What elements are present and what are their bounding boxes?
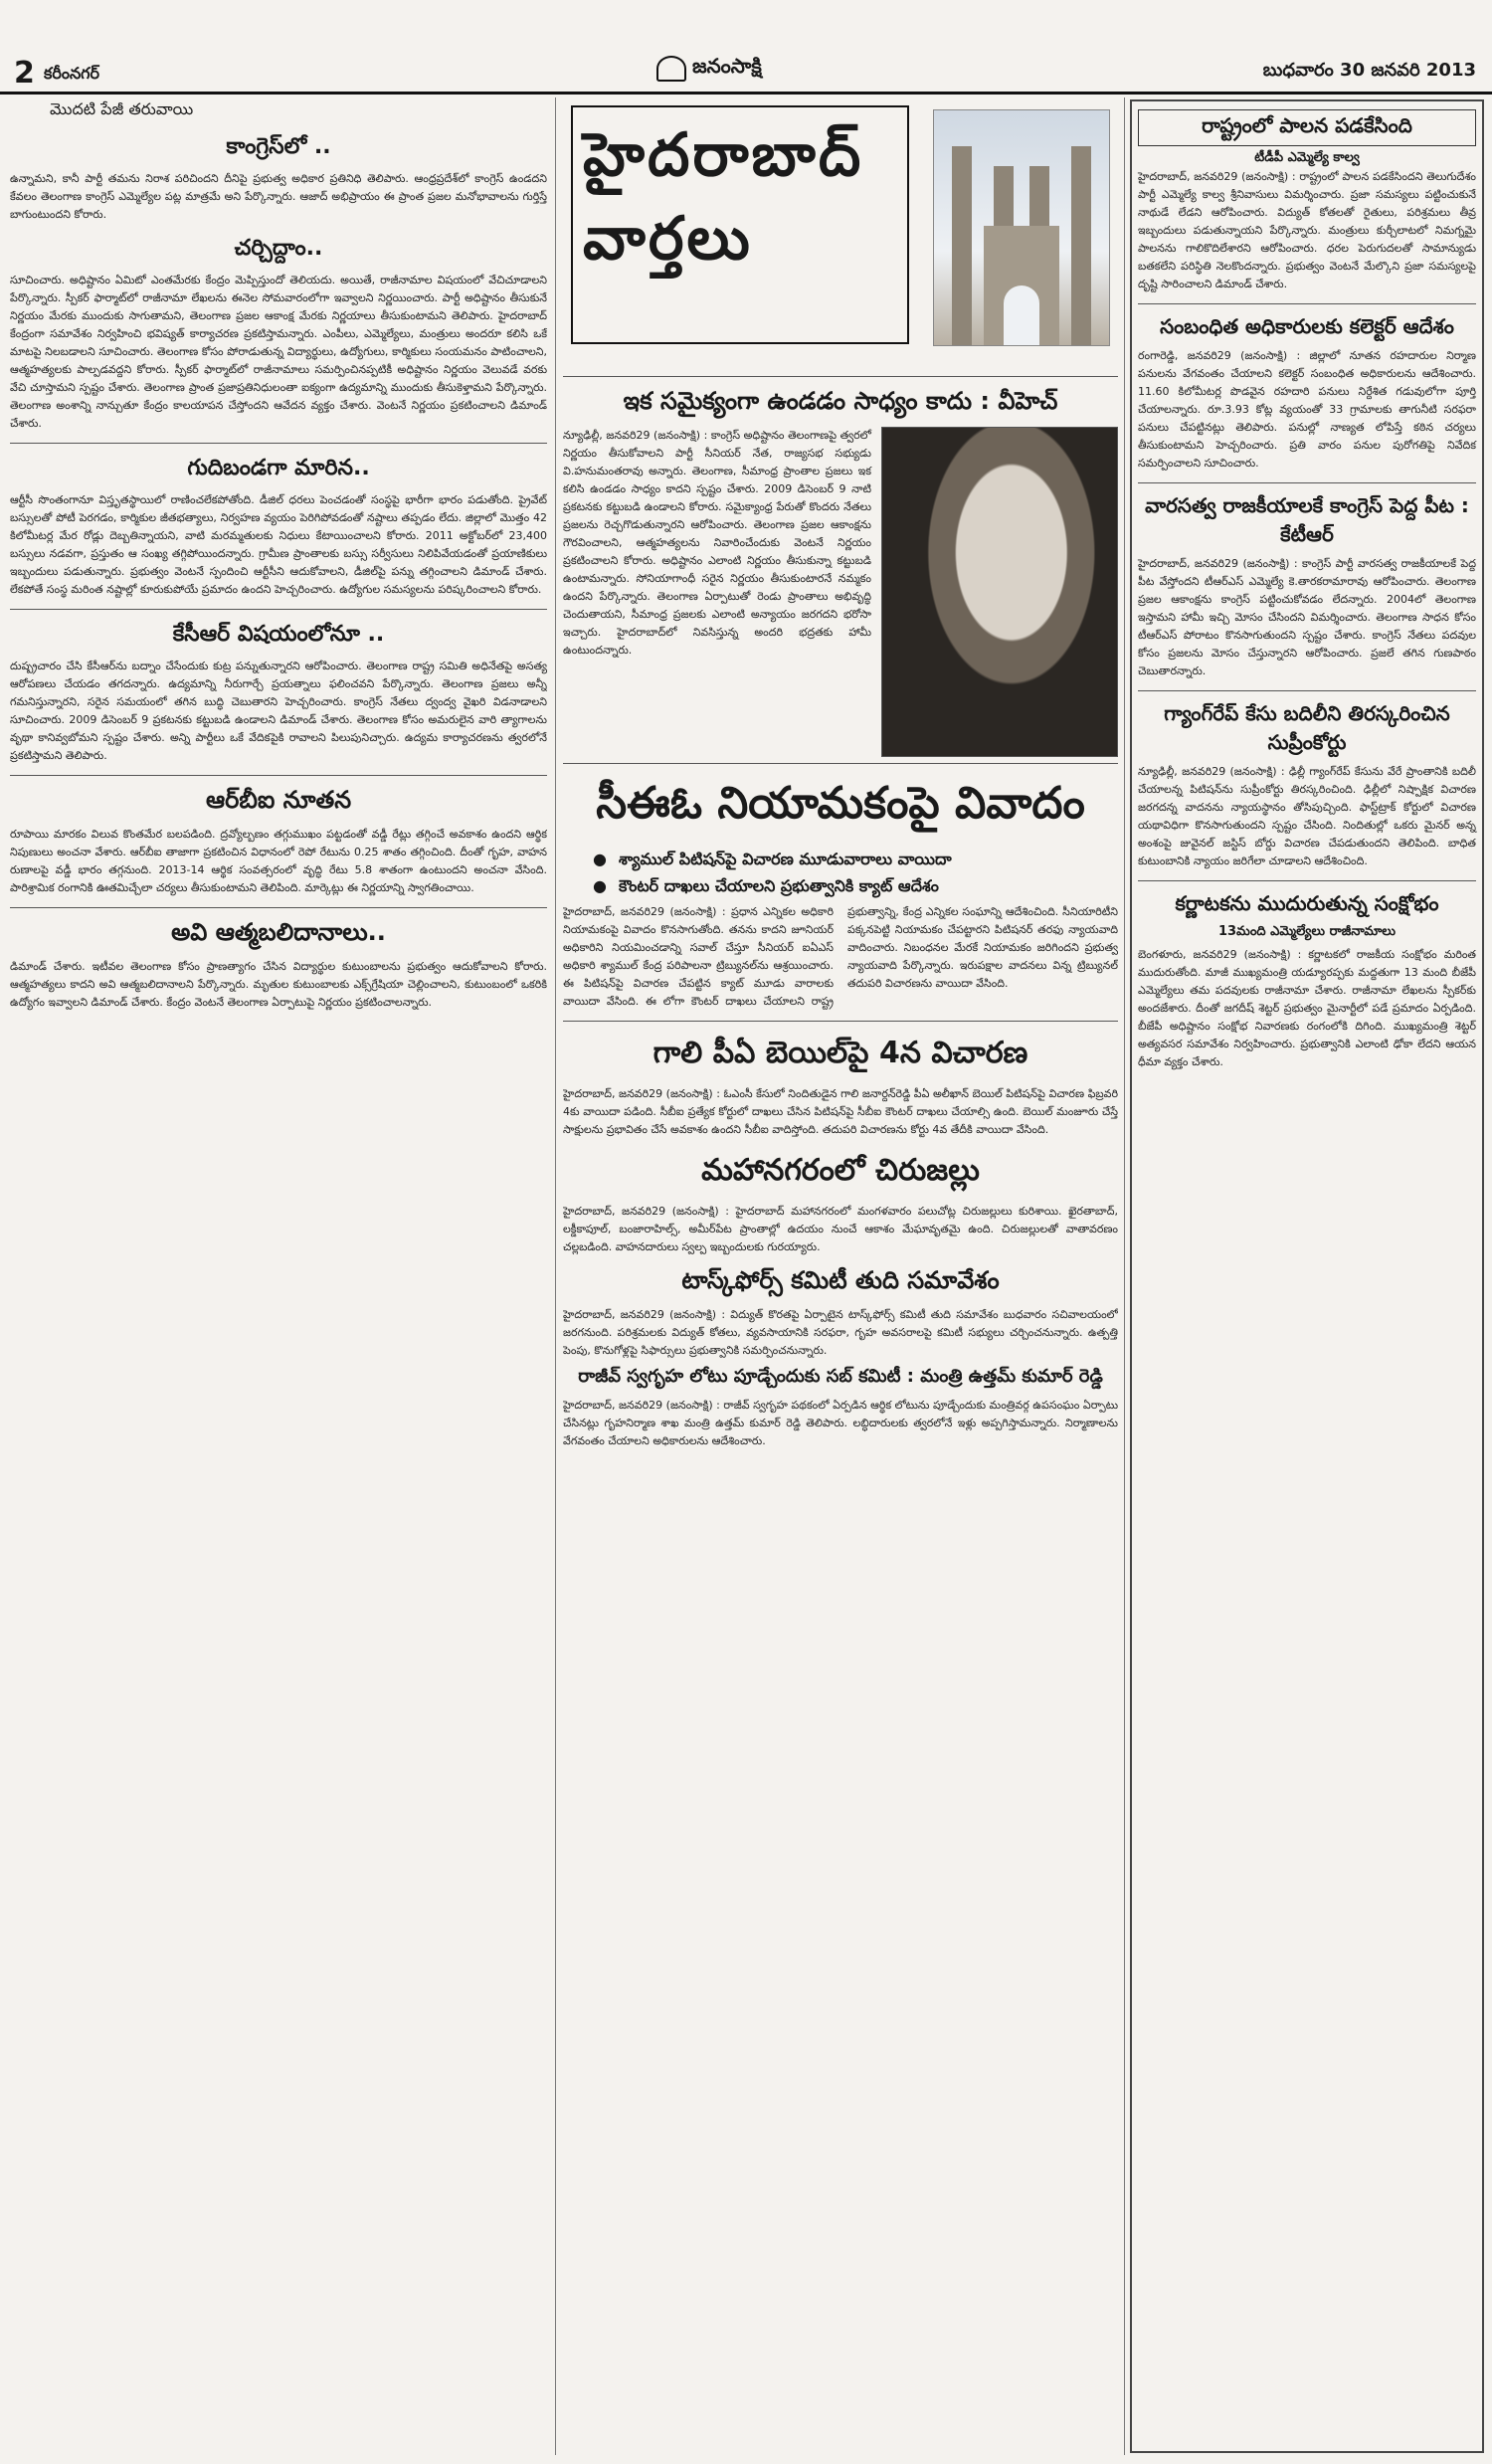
article-headline: గాలి పీఏ బెయిల్‌పై 4న విచారణ <box>653 1036 1028 1070</box>
article-headline: సీఈఓ నియామకంపై వివాదం <box>596 778 1085 829</box>
section-name: కరీంనగర్ <box>44 64 100 83</box>
divider <box>1138 303 1476 304</box>
article-headline: రాష్ట్రంలో పాలన పడకేసింది <box>1138 109 1476 146</box>
article <box>10 236 547 433</box>
divider <box>10 907 547 908</box>
left-column <box>10 97 547 2455</box>
article <box>1138 701 1476 870</box>
article-subhead: 13మంది ఎమ్మెల్యేలు రాజీనామాలు <box>1217 924 1397 939</box>
article <box>10 456 547 599</box>
divider <box>10 609 547 610</box>
article <box>1138 109 1476 293</box>
article-bullet: ● శ్యాముల్ పిటిషన్‌పై విచారణ మూడువారాలు వాయిదా <box>593 850 1118 872</box>
vh-portrait-photo <box>881 427 1118 757</box>
article <box>1138 493 1476 680</box>
article-headline: టాస్క్‌ఫోర్స్ కమిటీ తుది సమావేశం <box>681 1266 1000 1294</box>
article-body: రంగారెడ్డి, జనవరి29 (జనంసాక్షి) : జిల్లాలో నూతన రహదారుల నిర్మాణ పనులను వేగవంతం చేయాలని కలెక్టర్ సంబంధిత అధికారులను ఆదేశించారు. 11.60 కిలోమీటర్ల పొడవైన రహదారి పనులు నిర్దేశిత గడువులోగా పూర్తి చేయాలన్నారు. రూ.3.93 కోట్ల వ్యయంతో 33 గ్రామాలకు తాగునీటి సరఫరా పనులు చేపట్టినట్లు తెలిపారు. పనుల్లో నాణ్యత లోపిస్తే కఠిన చర్యలు తీసుకుంటామని హెచ్చరించారు. ప్రతి వారం పనుల పురోగతిపై నివేదిక సమర్పించాలని సూచించారు. <box>1138 349 1476 470</box>
article-headline: కేసీఆర్ విషయంలోనూ .. <box>172 622 385 647</box>
column-divider <box>555 97 556 2455</box>
arch <box>984 226 1059 345</box>
divider <box>563 1021 1118 1022</box>
article-headline: కర్ణాటకను ముదురుతున్న సంక్షోభం <box>1175 891 1439 915</box>
article-body: ఉన్నామని, కానీ పార్టీ తమను నిరాశ పరిచిందని దీనిపై ప్రభుత్వ అధికార ప్రతినిధి తెలిపారు. ఆంధ్రప్రదేశ్‌లో కాంగ్రెస్ ఉండదని కేవలం తెలంగాణ కాంగ్రెస్ ఎమ్మెల్యేల పట్ల మాత్రమే అని పేర్కొన్నారు. ఆజాద్ అభిప్రాయం ఈ ప్రాంత ప్రజల మనోభావాలను గుర్తిస్తే బాగుంటుందని కోరారు. <box>10 172 547 221</box>
divider <box>1138 690 1476 691</box>
article-headline: మహానగరంలో చిరుజల్లు <box>701 1153 980 1188</box>
right-column <box>1130 99 1484 2453</box>
article-headline: సంబంధిత అధికారులకు కలెక్టర్ ఆదేశం <box>1160 314 1454 338</box>
article-body: హైదరాబాద్, జనవరి29 (జనంసాక్షి) : రాజీవ్ స్వగృహ పథకంలో ఏర్పడిన ఆర్థిక లోటును పూడ్చేందుకు మంత్రివర్గ ఉపసంఘం ఏర్పాటు చేసినట్లు గృహనిర్మాణ శాఖ మంత్రి ఉత్తమ్ కుమార్ రెడ్డి తెలిపారు. లబ్ధిదారులకు త్వరలోనే ఇళ్లు అప్పగిస్తామన్నారు. నిర్మాణాలను వేగవంతం చేయాలని అధికారులను ఆదేశించారు. <box>563 1399 1118 1447</box>
article-headline: కాంగ్రెస్‌లో .. <box>226 134 331 159</box>
article <box>1138 314 1476 473</box>
article-subhead: టీడీపీ ఎమ్మెల్యే కాల్వ <box>1254 150 1360 165</box>
article-body: న్యూఢిల్లీ, జనవరి29 (జనంసాక్షి) : కాంగ్రెస్ అధిష్టానం తెలంగాణపై త్వరలో నిర్ణయం తీసుకోవాలని పార్టీ సీనియర్ నేత, రాజ్యసభ సభ్యుడు వి.హనుమంతరావు అన్నారు. తెలంగాణ, సీమాంధ్ర ప్రాంతాల ప్రజలు ఇక కలిసి ఉండడం సాధ్యం కాదని స్పష్టం చేశారు. 2009 డిసెంబర్ 9 నాటి ప్రకటనకు కట్టుబడి ఉండాలని కోరారు. సమైక్యాంధ్ర పేరుతో కొందరు నేతలు ప్రజలను రెచ్చగొడుతున్నారని ఆరోపించారు. తెలంగాణ ప్రజల ఆకాంక్షను గౌరవించాలని, ఆత్మహత్యలను నివారించేందుకు వెంటనే నిర్ణయం ప్రకటించాలని కోరారు. అధిష్టానం ఎలాంటి నిర్ణయం తీసుకున్నా కట్టుబడి ఉంటామన్నారు. సోనియాగాంధీ సరైన నిర్ణయం తీసుకుంటారనే నమ్మకం ఉందని పేర్కొన్నారు. తెలంగాణ ఏర్పాటుతో రెండు ప్రాంతాలు అభివృద్ధి చెందుతాయని, సీమాంధ్ర ప్రజలకు ఎలాంటి అన్యాయం జరగదని భరోసా ఇచ్చారు. హైదరాబాద్‌లో నివసిస్తున్న అందరి భద్రతకు హామీ ఉంటుందన్నారు. <box>563 429 871 657</box>
middle-column <box>563 97 1118 2455</box>
article-body: హైదరాబాద్, జనవరి29 (జనంసాక్షి) : కాంగ్రెస్ పార్టీ వారసత్వ రాజకీయాలకే పెద్ద పీట వేస్తోందని టీఆర్‌ఎస్ ఎమ్మెల్యే కె.తారకరామారావు ఆరోపించారు. తెలంగాణ ప్రజల ఆకాంక్షను కాంగ్రెస్ పట్టించుకోవడం లేదన్నారు. 2004లో తెలంగాణ ఇస్తామని హామీ ఇచ్చి మోసం చేసిందని విమర్శించారు. తెలంగాణ సాధన కోసం టీఆర్‌ఎస్ పోరాటం కొనసాగుతుందని స్పష్టం చేశారు. కాంగ్రెస్ నేతలు పదవుల కోసం ప్రజలను మోసం చేస్తున్నారని ఆరోపించారు. ప్రజలే తగిన గుణపాఠం చెబుతారన్నారు. <box>1138 557 1476 677</box>
divider <box>1138 880 1476 881</box>
section-banner <box>563 97 1118 377</box>
article-body: హైదరాబాద్, జనవరి29 (జనంసాక్షి) : విద్యుత్ కొరతపై ఏర్పాటైన టాస్క్‌ఫోర్స్ కమిటీ తుది సమావేశం బుధవారం సచివాలయంలో జరగనుంది. పరిశ్రమలకు విద్యుత్ కోతలు, వ్యవసాయానికి సరఫరా, గృహ అవసరాలపై కమిటీ సభ్యులు చర్చించనున్నారు. ఉత్పత్తి పెంపు, కొనుగోళ్లపై సిఫార్సులు ప్రభుత్వానికి సమర్పించనున్నారు. <box>563 1308 1118 1357</box>
article <box>10 134 547 224</box>
article <box>10 622 547 765</box>
article <box>1138 891 1476 1071</box>
charminar-photo <box>933 109 1110 346</box>
divider <box>563 763 1118 764</box>
divider <box>10 443 547 444</box>
logo-icon <box>656 56 686 82</box>
article-body: రూపాయి మారకం విలువ కొంతమేర బలపడింది. ద్రవ్యోల్బణం తగ్గుముఖం పట్టడంతో వడ్డీ రేట్లు తగ్గించే అవకాశం ఉందని ఆర్థిక నిపుణులు అంచనా వేశారు. ఆర్‌బీఐ తాజాగా ప్రకటించిన విధానంలో రెపో రేటును 0.25 శాతం తగ్గించింది. దీంతో గృహ, వాహన రుణాలపై వడ్డీ భారం తగ్గనుంది. 2013-14 ఆర్థిక సంవత్సరంలో వృద్ధి రేటు 5.8 శాతంగా ఉంటుందని అంచనా వేసింది. పారిశ్రామిక రంగానికి ఊతమిచ్చేలా చర్యలు తీసుకుంటామని తెలిపింది. మార్కెట్లు ఈ నిర్ణయాన్ని స్వాగతించాయి. <box>10 828 547 894</box>
article <box>10 786 547 897</box>
article-body: బెంగళూరు, జనవరి29 (జనంసాక్షి) : కర్ణాటకలో రాజకీయ సంక్షోభం మరింత ముదురుతోంది. మాజీ ముఖ్యమంత్రి యడ్యూరప్పకు మద్దతుగా 13 మంది బీజేపీ ఎమ్మెల్యేలు తమ పదవులకు రాజీనామా చేశారు. రాజీనామా లేఖలను స్పీకర్‌కు అందజేశారు. దీంతో జగదీష్ శెట్టర్ ప్రభుత్వం మైనార్టీలో పడే ప్రమాదం ఏర్పడింది. బీజేపీ అధిష్టానం సంక్షోభ నివారణకు రంగంలోకి దిగింది. ముఖ్యమంత్రి శెట్టర్ అత్యవసర సమావేశం నిర్వహించారు. ప్రభుత్వానికి ఎలాంటి ఢోకా లేదని ఆయన ధీమా వ్యక్తం చేశారు. <box>1138 948 1476 1068</box>
logo-text: జనంసాక్షి <box>692 54 762 78</box>
article-body: హైదరాబాద్, జనవరి29 (జనంసాక్షి) : హైదరాబాద్ మహానగరంలో మంగళవారం పలుచోట్ల చిరుజల్లులు కురిశాయి. ఖైరతాబాద్, లక్డీకాపూల్, బంజారాహిల్స్, అమీర్‌పేట ప్రాంతాల్లో ఉదయం నుంచే ఆకాశం మేఘావృతమై ఉంది. చిరుజల్లులతో వాతావరణం చల్లబడింది. వాహనదారులు స్వల్ప ఇబ్బందులకు గురయ్యారు. <box>563 1205 1118 1253</box>
masthead <box>0 0 1492 95</box>
article-headline: గుదిబండగా మారిన.. <box>187 456 370 480</box>
article <box>563 1366 1118 1450</box>
article-headline: వారసత్వ రాజకీయాలకే కాంగ్రెస్ పెద్ద పీట : కేటీఆర్ <box>1145 493 1469 546</box>
lead-article <box>563 387 1118 660</box>
article-body: న్యూఢిల్లీ, జనవరి29 (జనంసాక్షి) : ఢిల్లీ గ్యాంగ్‌రేప్ కేసును వేరే ప్రాంతానికి బదిలీ చేయాలన్న పిటిషన్‌ను సుప్రీంకోర్టు తిరస్కరించింది. ఢిల్లీలో నిష్పాక్షిక విచారణ జరగదన్న వాదనను న్యాయస్థానం తోసిపుచ్చింది. ఫాస్ట్‌ట్రాక్ కోర్టులో విచారణ యథావిధిగా కొనసాగుతుందని స్పష్టం చేసింది. నిందితుల్లో ఒకరు మైనర్ అన్న అంశంపై జువైనల్ జస్టిస్ బోర్డు విచారణ చేపడుతుందని తెలిపింది. బాధిత కుటుంబానికి న్యాయం జరిగేలా చూడాలని ఆదేశించింది. <box>1138 765 1476 867</box>
divider <box>10 775 547 776</box>
article-headline: రాజీవ్ స్వగృహ లోటు పూడ్చేందుకు సబ్ కమిటీ : మంత్రి ఉత్తమ్ కుమార్ రెడ్డి <box>578 1366 1103 1387</box>
article-headline: అవి ఆత్మబలిదానాలు.. <box>171 918 386 946</box>
article-body: హైదరాబాద్, జనవరి29 (జనంసాక్షి) : ప్రధాన ఎన్నికల అధికారి నియామకంపై వివాదం కొనసాగుతోంది. తనను కాదని జూనియర్ అధికారిని నియమించడాన్ని సవాల్ చేస్తూ సీనియర్ ఐఏఎస్ అధికారి శ్యాముల్ కేంద్ర పరిపాలనా ట్రిబ్యునల్‌ను ఆశ్రయించారు. ఈ పిటిషన్‌పై విచారణ చేపట్టిన క్యాట్ మూడు వారాలకు వాయిదా వేసింది. ఈ లోగా కౌంటర్ దాఖలు చేయాలని రాష్ట్ర ప్రభుత్వాన్ని, కేంద్ర ఎన్నికల సంఘాన్ని ఆదేశించింది. సీనియారిటీని పక్కనపెట్టి నియామకం చేపట్టారని పిటిషనర్ తరఫు న్యాయవాది వాదించారు. నిబంధనల మేరకే నియామకం జరిగిందని ప్రభుత్వ న్యాయవాది పేర్కొన్నారు. ఇరుపక్షాల వాదనలు విన్న ట్రిబ్యునల్ తదుపరి విచారణను వాయిదా వేసింది. <box>563 905 1118 1008</box>
continued-kicker: మొదటి పేజీ తరువాయి <box>50 99 194 118</box>
minaret <box>1071 146 1091 345</box>
issue-date: బుధవారం 30 జనవరి 2013 <box>1262 60 1476 81</box>
banner-title: హైదరాబాద్ వార్తలు <box>571 105 909 344</box>
article-body: సూచించారు. అధిష్టానం ఏమిటో ఎంతమేరకు కేంద్రం మెప్పిస్తుందో తెలియదు. అయితే, రాజీనామాల విషయంలో వేచిచూడాలని పేర్కొన్నారు. స్పీకర్ ఫార్మాట్‌లో రాజీనామా లేఖలను ఈనెల సోమవారంలోగా ఇవ్వాలని నిర్ణయించారు. పార్టీ అధిష్టానం తీసుకునే నిర్ణయం మేరకు ముందుకు సాగుతామని, తెలంగాణ ప్రజల ఆకాంక్ష మేరకు నిర్ణయాలు తీసుకుంటామని తెలిపారు. హైదరాబాద్ కేంద్రంగా సమావేశం నిర్వహించి భవిష్యత్ కార్యాచరణ ప్రకటిస్తామన్నారు. ఎంపీలు, ఎమ్మెల్యేలు, మంత్రులు అందరూ కలిసి ఒకే మాటపై నిలబడాలని సూచించారు. తెలంగాణ కోసం పోరాడుతున్న విద్యార్థులు, ఉద్యోగులు, కార్మికులు సంయమనం పాటించాలని, ఆత్మహత్యలకు పాల్పడవద్దని కోరారు. స్పీకర్ ఫార్మాట్‌లో రాజీనామాలు సమర్పించినప్పటికీ అధిష్టానం నిర్ణయం వెలువడే వరకు వేచి చూస్తామని స్పష్టం చేశారు. తెలంగాణ ప్రాంత ప్రజాప్రతినిధులంతా ఐక్యంగా ఉద్యమాన్ని ముందుకు తీసుకెళ్తామని పేర్కొన్నారు. తెలంగాణ అంశాన్ని నాన్చుతూ కేంద్రం కాలయాపన చేస్తోందని ఆవేదన వ్యక్తం చేశారు. వెంటనే నిర్ణయం ప్రకటించాలని డిమాండ్ చేశారు. <box>10 274 547 430</box>
page-number: 2 <box>14 56 35 91</box>
article <box>563 1266 1118 1360</box>
article-body: దుష్ప్రచారం చేసి కేసీఆర్‌ను బద్నాం చేసేందుకు కుట్ర పన్నుతున్నారని ఆరోపించారు. తెలంగాణ రాష్ట్ర సమితి అధినేతపై అసత్య ఆరోపణలు చేయడం తగదన్నారు. ఉద్యమాన్ని నీరుగార్చే ప్రయత్నాలు ఫలించవని పేర్కొన్నారు. తెలంగాణ ప్రజలు అన్నీ గమనిస్తున్నారని, సరైన సమయంలో తగిన బుద్ధి చెబుతారని హెచ్చరించారు. కాంగ్రెస్ నేతలు ద్వంద్వ వైఖరి విడనాడాలని సూచించారు. 2009 డిసెంబర్ 9 ప్రకటనకు కట్టుబడి ఉండాలని డిమాండ్ చేశారు. తెలంగాణ కోసం అమరులైన వారి త్యాగాలను వృథా కానివ్వబోమని స్పష్టం చేశారు. అన్ని పార్టీలు ఒకే వేదికపైకి రావాలని పిలుపునిచ్చారు. ఉద్యమ కార్యాచరణను త్వరలోనే ప్రకటిస్తామని తెలిపారు. <box>10 660 547 762</box>
article-body: ఆర్టీసీ సొంతంగానూ విస్తృతస్థాయిలో రాణించలేకపోతోంది. డీజిల్ ధరలు పెంచడంతో సంస్థపై భారీగా భారం పడుతోంది. ప్రైవేట్ బస్సులతో పోటీ పెరగడం, కార్మికుల జీతభత్యాలు, నిర్వహణ వ్యయం పెరిగిపోవడంతో నష్టాలు తప్పడం లేదు. జిల్లాలో మొత్తం 42 కిలోమీటర్ల మేర రోడ్లు దెబ్బతిన్నాయని, వాటి మరమ్మతులకు నిధులు కేటాయించాలని కోరారు. 2011 అక్టోబర్‌లో 23,400 బస్సులు నడవగా, ప్రస్తుతం ఆ సంఖ్య తగ్గిపోయిందన్నారు. గ్రామీణ ప్రాంతాలకు బస్సు సర్వీసులు నిలిపివేయడంతో ప్రయాణికులు ఇబ్బందులు పడుతున్నారు. ప్రభుత్వం వెంటనే స్పందించి ఆర్టీసీని ఆదుకోవాలని, డీజిల్‌పై పన్ను తగ్గించాలని డిమాండ్ చేశారు. లేకపోతే సంస్థ మరింత నష్టాల్లో కూరుకుపోయే ప్రమాదం ఉందని హెచ్చరించారు. ఉద్యోగుల సమస్యలను పరిష్కరించాలని కోరారు. <box>10 493 547 596</box>
article-headline: ఆర్‌బీఐ నూతన <box>205 786 352 814</box>
article-bullet: ● కౌంటర్ దాఖలు చేయాలని ప్రభుత్వానికి క్యాట్ ఆదేశం <box>593 876 1118 899</box>
article <box>563 1036 1118 1139</box>
article-headline: ఇక సమైక్యంగా ఉండడం సాధ్యం కాదు : వీహెచ్ <box>623 387 1058 415</box>
article <box>563 1153 1118 1256</box>
divider <box>1138 482 1476 483</box>
article <box>563 778 1118 1011</box>
newspaper-logo <box>656 54 762 83</box>
column-divider <box>1124 97 1125 2455</box>
article-body: డిమాండ్ చేశారు. ఇటీవల తెలంగాణ కోసం ప్రాణత్యాగం చేసిన విద్యార్థుల కుటుంబాలను ప్రభుత్వం ఆదుకోవాలని కోరారు. ఆత్మహత్యలు కాదని అవి ఆత్మబలిదానాలని పేర్కొన్నారు. మృతుల కుటుంబాలకు ఎక్స్‌గ్రేషియా చెల్లించాలని, కుటుంబంలో ఒకరికి ఉద్యోగం ఇవ్వాలని డిమాండ్ చేశారు. కేంద్రం వెంటనే తెలంగాణ ఏర్పాటుపై నిర్ణయం ప్రకటించాలన్నారు. <box>10 960 547 1009</box>
article <box>10 918 547 1012</box>
article-headline: చర్చిద్దాం.. <box>234 236 323 261</box>
article-headline: గ్యాంగ్‌రేప్ కేసు బదిలీని తిరస్కరించిన సుప్రీంకోర్టు <box>1164 701 1450 754</box>
minaret <box>952 146 972 345</box>
article-body: హైదరాబాద్, జనవరి29 (జనంసాక్షి) : ఓఎంసీ కేసులో నిందితుడైన గాలి జనార్దన్‌రెడ్డి పీఏ అలీఖాన్ బెయిల్ పిటిషన్‌పై విచారణ ఫిబ్రవరి 4కు వాయిదా పడింది. సీబీఐ ప్రత్యేక కోర్టులో దాఖలు చేసిన పిటిషన్‌పై సీబీఐ కౌంటర్ దాఖలు చేయాల్సి ఉంది. బెయిల్ మంజూరు చేస్తే సాక్షులను ప్రభావితం చేసే అవకాశం ఉందని సీబీఐ వాదిస్తోంది. తదుపరి విచారణను కోర్టు 4వ తేదీకి వాయిదా వేసింది. <box>563 1087 1118 1136</box>
article-body: హైదరాబాద్, జనవరి29 (జనంసాక్షి) : రాష్ట్రంలో పాలన పడకేసిందని తెలుగుదేశం పార్టీ ఎమ్మెల్యే కాల్వ శ్రీనివాసులు విమర్శించారు. ప్రజా సమస్యలు పట్టించుకునే నాథుడే లేడని ఆరోపించారు. విద్యుత్ కోతలతో రైతులు, పరిశ్రమలు తీవ్ర ఇబ్బందులు పడుతున్నాయని పేర్కొన్నారు. మంత్రులు కుర్చీలాటలో నిమగ్నమై పాలనను గాలికొదిలేశారని ఆరోపించారు. ధరల పెరుగుదలతో సామాన్యుడు బతకలేని పరిస్థితి నెలకొందన్నారు. ప్రభుత్వం వెంటనే మేల్కొని ప్రజా సమస్యలపై దృష్టి సారించాలని డిమాండ్ చేశారు. <box>1138 170 1476 290</box>
